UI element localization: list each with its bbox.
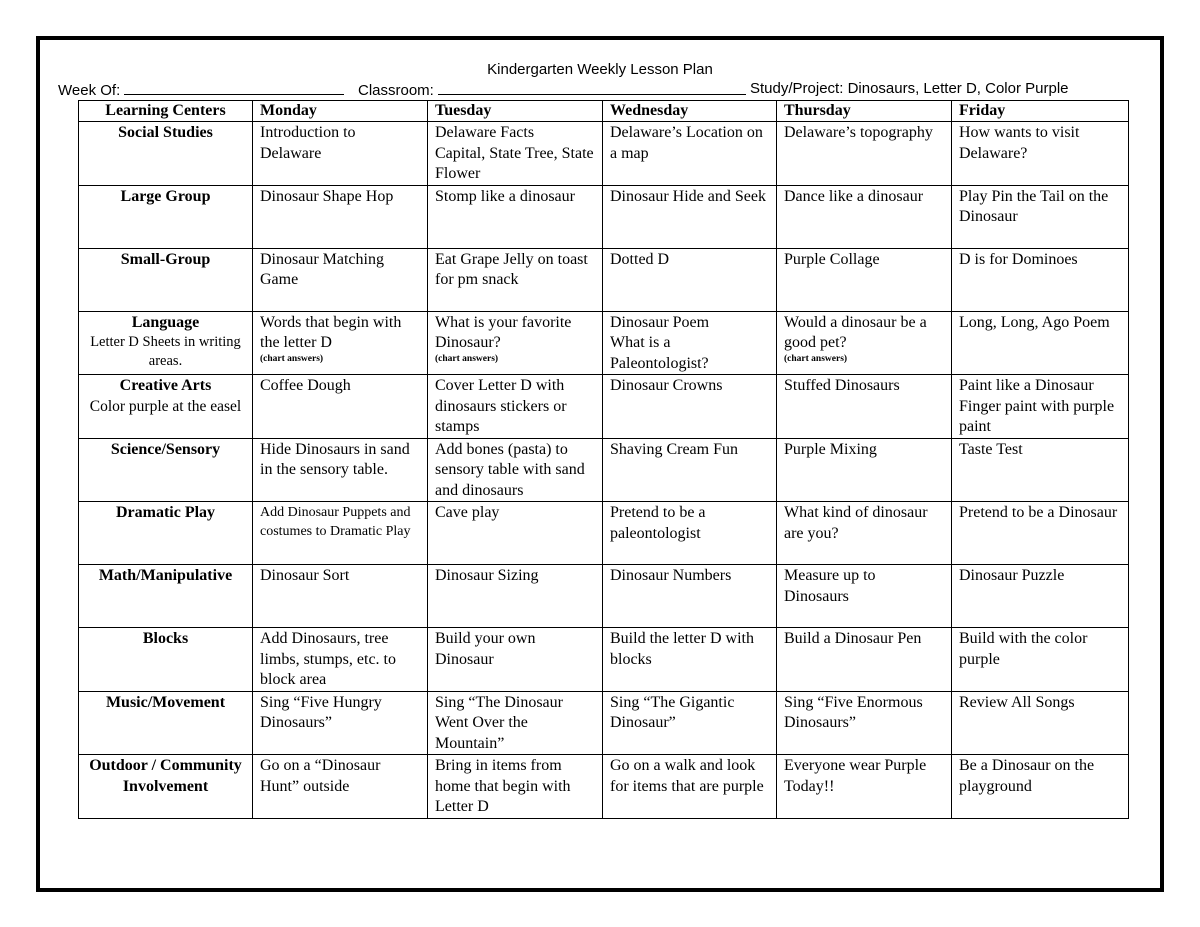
learning-center-name: Music/Movement: [105, 693, 226, 711]
activity-cell: [428, 122, 603, 186]
activity-text: Bring in items from home that begin with Letter D: [435, 757, 571, 815]
activity-cell: [777, 502, 952, 565]
activity-cell: [603, 311, 777, 375]
lesson-plan-table: [78, 100, 1129, 819]
table-row: [79, 691, 1129, 755]
column-header: Friday: [952, 101, 1129, 122]
study-project-field: [750, 80, 1069, 97]
table-row: [79, 375, 1129, 439]
activity-cell: [428, 248, 603, 311]
activity-cell: [253, 375, 428, 439]
learning-center-name: Dramatic Play: [115, 504, 216, 521]
table-row: [79, 755, 1129, 819]
activity-text: Everyone wear Purple Today!!: [784, 757, 927, 795]
activity-cell: [253, 755, 428, 819]
activity-cell: [603, 375, 777, 439]
table-row: [79, 185, 1129, 248]
activity-cell: [253, 502, 428, 565]
activity-text: Review All Songs: [959, 693, 1075, 711]
activity-cell: [253, 122, 428, 186]
activity-text: What is your favorite Dinosaur?: [435, 313, 572, 351]
activity-text: Add Dinosaurs, tree limbs, stumps, etc. to block area: [260, 630, 396, 688]
table-header-row: [79, 101, 1129, 122]
activity-cell: [952, 248, 1129, 311]
learning-center-name: Science/Sensory: [110, 440, 221, 458]
activity-cell: [952, 185, 1129, 248]
learning-center-name: Small-Group: [120, 250, 211, 268]
learning-center-name: Blocks: [142, 630, 189, 647]
activity-text: Shaving Cream Fun: [610, 440, 738, 458]
activity-cell: [428, 185, 603, 248]
activity-cell: [428, 691, 603, 755]
learning-center-note: Color purple at the easel: [89, 397, 242, 415]
activity-cell: [603, 565, 777, 628]
activity-cell: [603, 122, 777, 186]
activity-text: Words that begin with the letter D: [260, 313, 402, 351]
activity-text: Introduction to Delaware: [260, 124, 356, 162]
activity-text: Paint like a Dinosaur: [959, 377, 1094, 394]
activity-text: Dinosaur Matching Game: [260, 250, 384, 288]
activity-cell: [428, 375, 603, 439]
activity-text: Go on a “Dinosaur Hunt” outside: [260, 757, 381, 795]
activity-cell: [253, 311, 428, 375]
activity-text: Stuffed Dinosaurs: [784, 377, 900, 394]
activity-text: Pretend to be a Dinosaur: [959, 504, 1118, 521]
activity-text: Dinosaur Sort: [260, 567, 350, 584]
classroom-field: [358, 80, 746, 99]
activity-cell: [603, 502, 777, 565]
activity-cell: [253, 248, 428, 311]
activity-text: Cave play: [435, 504, 500, 521]
activity-text: Dinosaur Crowns: [610, 377, 723, 394]
activity-text: Delaware’s Location on a map: [610, 124, 763, 162]
activity-cell: [253, 438, 428, 502]
learning-center-note: Letter D Sheets in writing areas.: [90, 334, 241, 369]
learning-center-cell: [79, 755, 253, 819]
activity-cell: [428, 628, 603, 692]
activity-cell: [952, 375, 1129, 439]
activity-cell: [777, 628, 952, 692]
activity-text: Delaware’s topography: [784, 124, 933, 141]
activity-text: Measure up to Dinosaurs: [784, 567, 876, 605]
activity-cell: [777, 691, 952, 755]
activity-text: Build the letter D with blocks: [610, 630, 754, 668]
activity-cell: [952, 438, 1129, 502]
learning-center-cell: [79, 185, 253, 248]
classroom-label: Classroom:: [358, 82, 434, 99]
activity-text: Sing “The Gigantic Dinosaur”: [610, 693, 735, 731]
activity-text: D is for Dominoes: [959, 250, 1078, 268]
activity-cell: [777, 185, 952, 248]
table-row: [79, 438, 1129, 502]
week-of-label: Week Of:: [58, 82, 121, 99]
activity-cell: [603, 248, 777, 311]
activity-text-line2: What is a Paleontologist?: [610, 334, 709, 372]
table-row: [79, 248, 1129, 311]
activity-note: (chart answers): [260, 353, 324, 364]
activity-text: Sing “Five Enormous Dinosaurs”: [784, 693, 923, 731]
activity-text: Would a dinosaur be a good pet?: [784, 313, 927, 351]
activity-cell: [952, 311, 1129, 375]
learning-center-cell: [79, 248, 253, 311]
activity-cell: [253, 565, 428, 628]
activity-text: How wants to visit Delaware?: [959, 124, 1080, 162]
activity-cell: [952, 565, 1129, 628]
table-row: [79, 311, 1129, 375]
activity-text: Hide Dinosaurs in sand in the sensory table.: [260, 440, 410, 478]
document-title: Kindergarten Weekly Lesson Plan: [487, 61, 713, 78]
learning-center-name: Outdoor / Community Involvement: [89, 757, 242, 795]
study-project-label: Study/Project:: [750, 80, 844, 97]
learning-center-cell: [79, 375, 253, 439]
week-of-blank[interactable]: [124, 80, 344, 95]
learning-center-name: Language: [131, 313, 200, 331]
activity-cell: [253, 628, 428, 692]
activity-cell: [952, 628, 1129, 692]
activity-note: (chart answers): [435, 353, 499, 364]
activity-text-line2: Capital, State Tree, State Flower: [435, 144, 594, 182]
learning-center-cell: [79, 565, 253, 628]
table-row: [79, 628, 1129, 692]
learning-center-cell: [79, 691, 253, 755]
activity-text: Dinosaur Numbers: [610, 567, 732, 584]
activity-cell: [777, 248, 952, 311]
learning-center-name: Creative Arts: [119, 377, 212, 394]
learning-center-cell: [79, 628, 253, 692]
activity-cell: [952, 122, 1129, 186]
activity-text: Sing “The Dinosaur Went Over the Mountain”: [435, 693, 563, 752]
activity-cell: [952, 755, 1129, 819]
table-row: [79, 565, 1129, 628]
activity-text: Taste Test: [959, 440, 1023, 458]
activity-cell: [603, 185, 777, 248]
learning-center-cell: [79, 502, 253, 565]
column-header: Thursday: [777, 101, 952, 122]
learning-center-cell: [79, 311, 253, 375]
activity-cell: [428, 311, 603, 375]
activity-cell: [777, 565, 952, 628]
activity-cell: [603, 628, 777, 692]
activity-cell: [777, 375, 952, 439]
activity-cell: [253, 691, 428, 755]
activity-cell: [428, 565, 603, 628]
learning-center-cell: [79, 438, 253, 502]
activity-text: What kind of dinosaur are you?: [784, 504, 928, 542]
activity-cell: [777, 311, 952, 375]
activity-text: Dinosaur Puzzle: [959, 567, 1065, 584]
activity-cell: [603, 755, 777, 819]
activity-text: Coffee Dough: [260, 377, 351, 394]
activity-note: (chart answers): [784, 353, 848, 364]
learning-center-name: Math/Manipulative: [98, 567, 233, 584]
activity-cell: [603, 438, 777, 502]
table-row: [79, 502, 1129, 565]
header-fields: [58, 80, 1148, 100]
activity-text: Play Pin the Tail on the Dinosaur: [959, 187, 1109, 225]
page-border: [36, 36, 1164, 892]
activity-text: Build your own Dinosaur: [435, 630, 536, 668]
activity-text: Dinosaur Sizing: [435, 567, 539, 584]
column-header: Wednesday: [603, 101, 777, 122]
activity-text: Eat Grape Jelly on toast for pm snack: [435, 250, 588, 288]
activity-text: Dinosaur Hide and Seek: [610, 187, 766, 205]
activity-cell: [428, 755, 603, 819]
activity-cell: [603, 691, 777, 755]
activity-cell: [777, 438, 952, 502]
activity-text: Build a Dinosaur Pen: [784, 630, 922, 647]
activity-text: Dinosaur Poem: [610, 313, 710, 331]
learning-center-name: Large Group: [120, 187, 211, 205]
column-header: Tuesday: [428, 101, 603, 122]
activity-text: Add bones (pasta) to sensory table with sand and dinosaurs: [435, 440, 585, 499]
activity-cell: [253, 185, 428, 248]
activity-text: Cover Letter D with dinosaurs stickers or stamps: [435, 377, 567, 435]
activity-text: Long, Long, Ago Poem: [959, 313, 1110, 331]
classroom-blank[interactable]: [438, 80, 746, 95]
activity-text: Purple Mixing: [784, 440, 877, 458]
week-of-field: [58, 80, 344, 99]
column-header: Monday: [253, 101, 428, 122]
activity-text: Be a Dinosaur on the playground: [959, 757, 1095, 795]
activity-text: Pretend to be a paleontologist: [610, 504, 706, 542]
study-project-value: Dinosaurs, Letter D, Color Purple: [847, 80, 1069, 97]
activity-text: Delaware Facts: [435, 124, 535, 141]
activity-text: Go on a walk and look for items that are purple: [610, 757, 764, 795]
activity-text: Dotted D: [610, 250, 670, 268]
activity-text: Build with the color purple: [959, 630, 1088, 668]
activity-text: Dinosaur Shape Hop: [260, 187, 394, 205]
activity-cell: [428, 438, 603, 502]
learning-center-name: Social Studies: [118, 124, 213, 141]
table-row: [79, 122, 1129, 186]
activity-cell: [428, 502, 603, 565]
activity-text: Add Dinosaur Puppets and costumes to Dramatic Play: [260, 505, 411, 539]
column-header: Learning Centers: [79, 101, 253, 122]
learning-center-cell: [79, 122, 253, 186]
activity-cell: [777, 122, 952, 186]
activity-cell: [952, 691, 1129, 755]
activity-cell: [777, 755, 952, 819]
activity-text-line2: Finger paint with purple paint: [959, 397, 1115, 435]
activity-cell: [952, 502, 1129, 565]
activity-text: Sing “Five Hungry Dinosaurs”: [260, 693, 382, 731]
activity-text: Purple Collage: [784, 250, 880, 268]
activity-text: Dance like a dinosaur: [784, 187, 924, 205]
activity-text: Stomp like a dinosaur: [435, 187, 575, 205]
